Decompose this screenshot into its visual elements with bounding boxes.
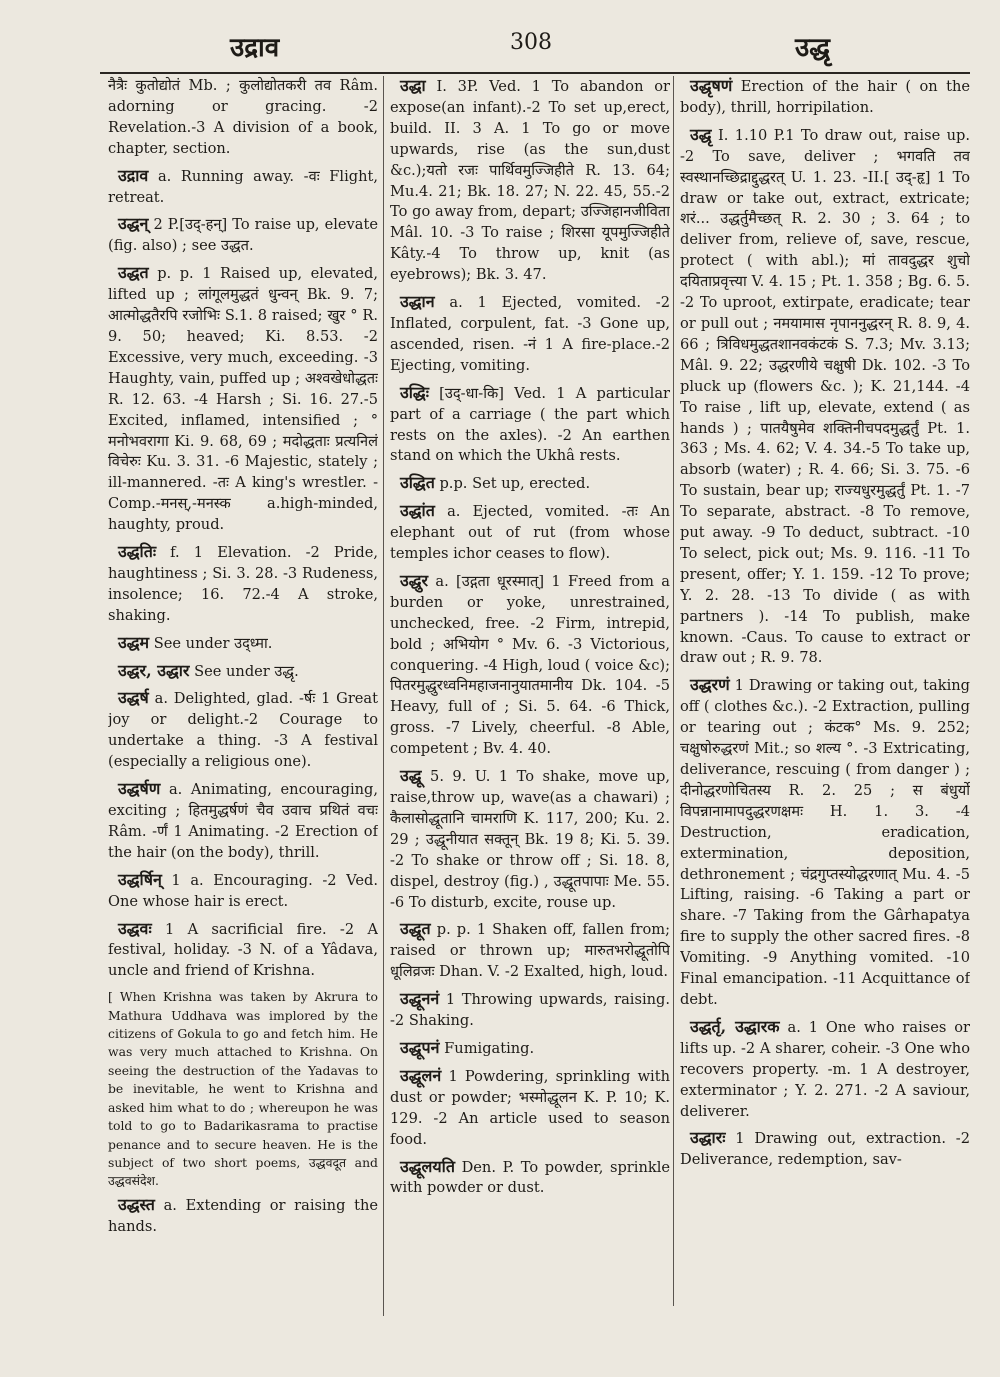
- entry-definition: a. 1 Ejected, vomited. -2 Inflated, corpulent, fat. -3 Gone up, ascended, risen. -नं 1 A fire-place.-2 Ejecting, vomiting.: [390, 294, 670, 374]
- dictionary-entry: [390, 473, 670, 495]
- column-1: [108, 76, 378, 1276]
- entry-definition: a. Extending or raising the hands.: [108, 1196, 378, 1235]
- entry-definition: 2 P.[उद्-हन्] To raise up, elevate (fig. also) ; see उद्धत.: [108, 216, 378, 255]
- dictionary-entry: [108, 688, 378, 773]
- dictionary-entry: [108, 263, 378, 536]
- entry-definition: I. 1.10 P.1 To draw out, raise up. -2 To save, deliver ; भगवति तव स्वस्थानच्छिद्राद्दुद्धरत् U. 1. 23. -II.[ उद्-हृ] 1 To draw or take out, extract, extricate; शरं... उद्धर्तुमैच्छत् R. 2. 30 ; 3. 64 ; to deliver from, relieve of, save, rescue, protect ( with abl.); मां तावदुद्धर शुचो दयिताप्रवृत्त्या V. 4. 15 ; Pt. 1. 358 ; Bg. 6. 5. -2 To uproot, extirpate, eradicate; tear or pull out ; नमयामास नृपाननुद्धरन् R. 8. 9, 4. 66 ; त्रिविधमुद्धतशानवकंटकं S. 7.3; Mv. 3.13; Mâl. 9. 22; उद्धरणीये चक्षुषी Dk. 102. -3 To pluck up (flowers &c. ); K. 21,144. -4 To raise , lift up, elevate, extend ( as hands ) ; पातयैषुमेव शक्तिनीचपदमुद्धर्तुं Pt. 1. 363 ; Ms. 4. 62; V. 4. 34.-5 To take up, absorb (water) ; R. 4. 66; Si. 3. 75. -6 To sustain, bear up; राज्यधुरमुद्धर्तुं Pt. 1. -7 To separate, abstract. -8 To remove, put away. -9 To deduct, subtract. -10 To select, pick out; Ms. 9. 116. -11 To present, offer; Y. 1. 159. -12 To prove; Y. 2. 28. -13 To divide ( as with partners ). -14 To publish, make known. -Caus. To cause to extract or draw out ; R. 9. 78.: [680, 126, 970, 667]
- dictionary-entry: [390, 76, 670, 286]
- dictionary-entry: [680, 1128, 970, 1171]
- entry-headword: उद्धन्: [118, 214, 149, 234]
- entry-headword: उद्धर्तृ, उद्धारक: [690, 1016, 780, 1036]
- entry-headword: उद्धूत: [400, 919, 431, 939]
- left-running-headword: उद्राव: [230, 33, 280, 63]
- entry-headword: उद्धर्षिन्: [118, 869, 162, 889]
- entry-headword: उद्धूलनं: [400, 1065, 442, 1085]
- dictionary-entry: [108, 214, 378, 257]
- entry-headword: उद्धत: [118, 263, 149, 283]
- entry-headword: उद्धुर: [400, 570, 429, 590]
- entry-headword: उद्धतिः: [118, 542, 157, 562]
- dictionary-entry: [390, 571, 670, 760]
- entry-headword: उद्धूलयति: [400, 1156, 455, 1176]
- entry-definition: f. 1 Elevation. -2 Pride, haughtiness ; Si. 3. 28. -3 Rudeness, insolence; 16. 72.-4 A stroke, shaking.: [108, 544, 378, 624]
- dictionary-entry: [108, 166, 378, 209]
- entry-headword: उद्धा: [400, 76, 426, 95]
- header-rule: [100, 72, 970, 74]
- entry-headword: उद्धू: [400, 766, 422, 786]
- entry-definition: a. [उद्गता धूरस्मात्] 1 Freed from a burden or yoke, unrestrained, unchecked, free. -2 Firm, intrepid, bold ; अभियोग ° Mv. 6. -3 Victorious, conquering. -4 High, loud ( voice &c); पितरमुद्धुरध्वनिमहाजनानुयातमानीय Dk. 104. -5 Heavy, full of ; Si. 5. 64. -6 Thick, gross. -7 Lively, cheerful. -8 Able, competent ; Bv. 4. 40.: [390, 572, 670, 758]
- dictionary-entry: [680, 76, 970, 119]
- dictionary-entry: [680, 125, 970, 670]
- page-header: [0, 28, 1000, 68]
- entry-headword: उद्धर्ष: [118, 688, 149, 708]
- dictionary-entry: [390, 501, 670, 565]
- entry-headword: उद्धूपनं: [400, 1037, 440, 1057]
- dictionary-entry: [108, 988, 378, 1190]
- entry-headword: उद्धिः: [400, 382, 429, 402]
- dictionary-entry: [390, 1038, 670, 1060]
- column-3: [680, 76, 970, 1256]
- dictionary-entry: [390, 292, 670, 377]
- column-2: [390, 76, 670, 1316]
- entry-definition: a. Running away. -वः Flight, retreat.: [108, 167, 378, 206]
- entry-definition: Den. P. To powder, sprinkle with powder or dust.: [390, 1158, 670, 1197]
- dictionary-entry: [390, 919, 670, 983]
- entry-headword: उद्धान: [400, 292, 435, 312]
- dictionary-entry: [680, 675, 970, 1011]
- entry-definition: 1 A sacrificial fire. -2 A festival, holiday. -3 N. of a Yâdava, uncle and friend of Krishna.: [108, 920, 378, 980]
- entry-definition: 1 Powdering, sprinkling with dust or powder; भस्मोद्धूलन K. P. 10; K. 129. -2 An article used to season food.: [390, 1067, 670, 1148]
- entry-definition: Erection of the hair ( on the body), thrill, horripilation.: [680, 78, 970, 116]
- dictionary-entry: [390, 1157, 670, 1200]
- entry-headword: उद्धृषणं: [690, 76, 733, 95]
- entry-definition: [ When Krishna was taken by Akrura to Mathura Uddhava was implored by the citizens of Gokula to go and fetch him. He was very much attached to Krishna. On seeing the destruction of the Yadavas to be inevitable, he went to Krishna and asked him what to do ; whereupon he was told to go to Badarikasrama to practise penance and to secure heaven. He is the subject of two short poems, उद्धवदूत and उद्धवसंदेश.: [108, 989, 378, 1189]
- dictionary-entry: [108, 870, 378, 913]
- entry-definition: p.p. Set up, erected.: [434, 475, 591, 493]
- dictionary-entry: [108, 919, 378, 983]
- entry-definition: a. Animating, encouraging, exciting ; हितमुद्धर्षणं चैव उवाच प्रथितं वचः Râm. -र्णं 1 Animating. -2 Erection of the hair (on the body), thrill.: [108, 781, 378, 861]
- right-running-headword: उद्धृ: [795, 33, 831, 63]
- entry-definition: p. p. 1 Raised up, elevated, lifted up ; लांगूलमुद्धतं धुन्वन् Bk. 9. 7; आत्मोद्धतैरपि रजोभिः S.1. 8 raised; खुर ° R. 9. 50; heaved; Ki. 8.53. -2 Excessive, very much, exceeding. -3 Haughty, vain, puffed up ; अश्वखेधोद्धतः R. 12. 63. -4 Harsh ; Si. 16. 27.-5 Excited, inflamed, intensified ; ° मनोभवरागा Ki. 9. 68, 69 ; मदोद्धताः प्रत्यनिलं विचेरुः Ku. 3. 31. -6 Majestic, stately ; ill-mannered. -तः A king's wrestler. -Comp.-मनस्,-मनस्क a.high-minded, haughty, proud.: [108, 265, 378, 534]
- entry-definition: Fumigating.: [439, 1039, 535, 1057]
- entry-headword: उद्धर्षण: [118, 779, 161, 799]
- entry-headword: उद्धांत: [400, 501, 435, 521]
- entry-definition: See under उद्ध्मा.: [149, 634, 273, 652]
- entry-definition: p. p. 1 Shaken off, fallen from; raised or thrown up; मारुतभरोद्धूतोपि धूलिव्रजः Dhan. V. -2 Exalted, high, loud.: [390, 921, 670, 981]
- entry-headword: उद्धरणं: [690, 675, 730, 695]
- column-divider-2: [673, 76, 674, 1306]
- entry-definition: a. Ejected, vomited. -तः An elephant out of rut (from whose temples ichor ceases to flow).: [390, 503, 670, 563]
- dictionary-entry: [108, 661, 378, 683]
- dictionary-entry: [680, 1017, 970, 1123]
- entry-headword: उद्धर, उद्धार: [118, 660, 190, 680]
- dictionary-entry: [390, 1066, 670, 1151]
- entry-headword: उद्धृ: [690, 124, 712, 144]
- entry-headword: उद्धारः: [690, 1128, 726, 1148]
- entry-definition: a. 1 One who raises or lifts up. -2 A sharer, coheir. -3 One who recovers property. -m. 1 A destroyer, exterminator ; Y. 2. 271. -2 A saviour, deliverer.: [680, 1018, 970, 1120]
- dictionary-entry: [108, 76, 378, 160]
- entry-headword: उद्धित: [400, 473, 435, 493]
- entry-definition: 1 Throwing upwards, raising. -2 Shaking.: [390, 991, 670, 1030]
- entry-headword: उद्धवः: [118, 918, 152, 938]
- page-number: 308: [510, 30, 552, 55]
- entry-definition: a. Delighted, glad. -र्षः 1 Great joy or delight.-2 Courage to undertake a thing. -3 A festival (especially a religious one).: [108, 690, 378, 771]
- dictionary-entry: [390, 766, 670, 913]
- entry-headword: उद्धूननं: [400, 989, 440, 1009]
- dictionary-entry: [108, 542, 378, 627]
- entry-definition: See under उद्धृ.: [189, 662, 299, 680]
- entry-definition: 1 Drawing out, extraction. -2 Deliverance, redemption, sav-: [680, 1130, 970, 1169]
- dictionary-entry: [390, 383, 670, 468]
- entry-definition: नैत्रैः कुतोद्योतं Mb. ; कुलोद्योतकरी तव Râm. adorning or gracing. -2 Revelation.-3 A division of a book, chapter, section.: [108, 77, 378, 157]
- entry-definition: [उद्-धा-कि] Ved. 1 A particular part of a carriage ( the part which rests on the axles). -2 An earthen stand on which the Ukhâ rests.: [390, 384, 670, 465]
- entry-definition: 5. 9. U. 1 To shake, move up, raise,throw up, wave(as a chawari) ; कैलासोद्धूतानि चामराणि K. 117, 200; Ku. 2. 29 ; उद्धूनीयात सक्तून् Bk. 19 8; Ki. 5. 39. -2 To shake or throw off ; Si. 18. 8, dispel, destroy (fig.) , उद्धूतपापाः Me. 55. -6 To disturb, excite, rouse up.: [390, 768, 670, 911]
- entry-headword: उद्धस्त: [118, 1194, 155, 1214]
- entry-definition: 1 a. Encouraging. -2 Ved. One whose hair is erect.: [108, 871, 378, 910]
- dictionary-entry: [108, 633, 378, 655]
- dictionary-entry: [108, 1195, 378, 1238]
- entry-definition: I. 3P. Ved. 1 To abandon or expose(an infant).-2 To set up,erect, build. II. 3 A. 1 To go or move upwards, rise (as the sun,dust &c.);यतो रजः पार्थिवमुज्जिहीते R. 13. 64; Mu.4. 21; Bk. 18. 27; N. 22. 45, 55.-2 To go away from, depart; उज्जिहानजीविता Mâl. 10. -3 To raise ; शिरसा यूपमुज्जिहीते Kâty.-4 To throw up, knit (as eyebrows); Bk. 3. 47.: [390, 78, 670, 284]
- dictionary-entry: [390, 989, 670, 1032]
- entry-definition: 1 Drawing or taking out, taking off ( clothes &c.). -2 Extraction, pulling or tearing out ; कंटक° Ms. 9. 252; चक्षुषोरुद्धरणं Mit.; so शल्य °. -3 Extricating, deliverance, rescuing ( from danger ) ; दीनोद्धरणोचितस्य R. 2. 25 ; स बंधुर्यो विपन्नानामापदुद्धरणक्षमः H. 1. 3. -4 Destruction, eradication, extermination, deposition, dethronement ; चंद्रगुप्तस्योद्धरणात् Mu. 4. -5 Lifting, raising. -6 Taking a part or share. -7 Taking from the Gârhapatya fire to supply the other sacred fires. -8 Vomiting. -9 Anything vomited. -10 Final emancipation. -11 Acquittance of debt.: [680, 677, 970, 1008]
- dictionary-entry: [108, 779, 378, 864]
- entry-headword: उद्राव: [118, 165, 149, 185]
- entry-headword: उद्धम: [118, 632, 150, 652]
- column-divider-1: [383, 76, 384, 1316]
